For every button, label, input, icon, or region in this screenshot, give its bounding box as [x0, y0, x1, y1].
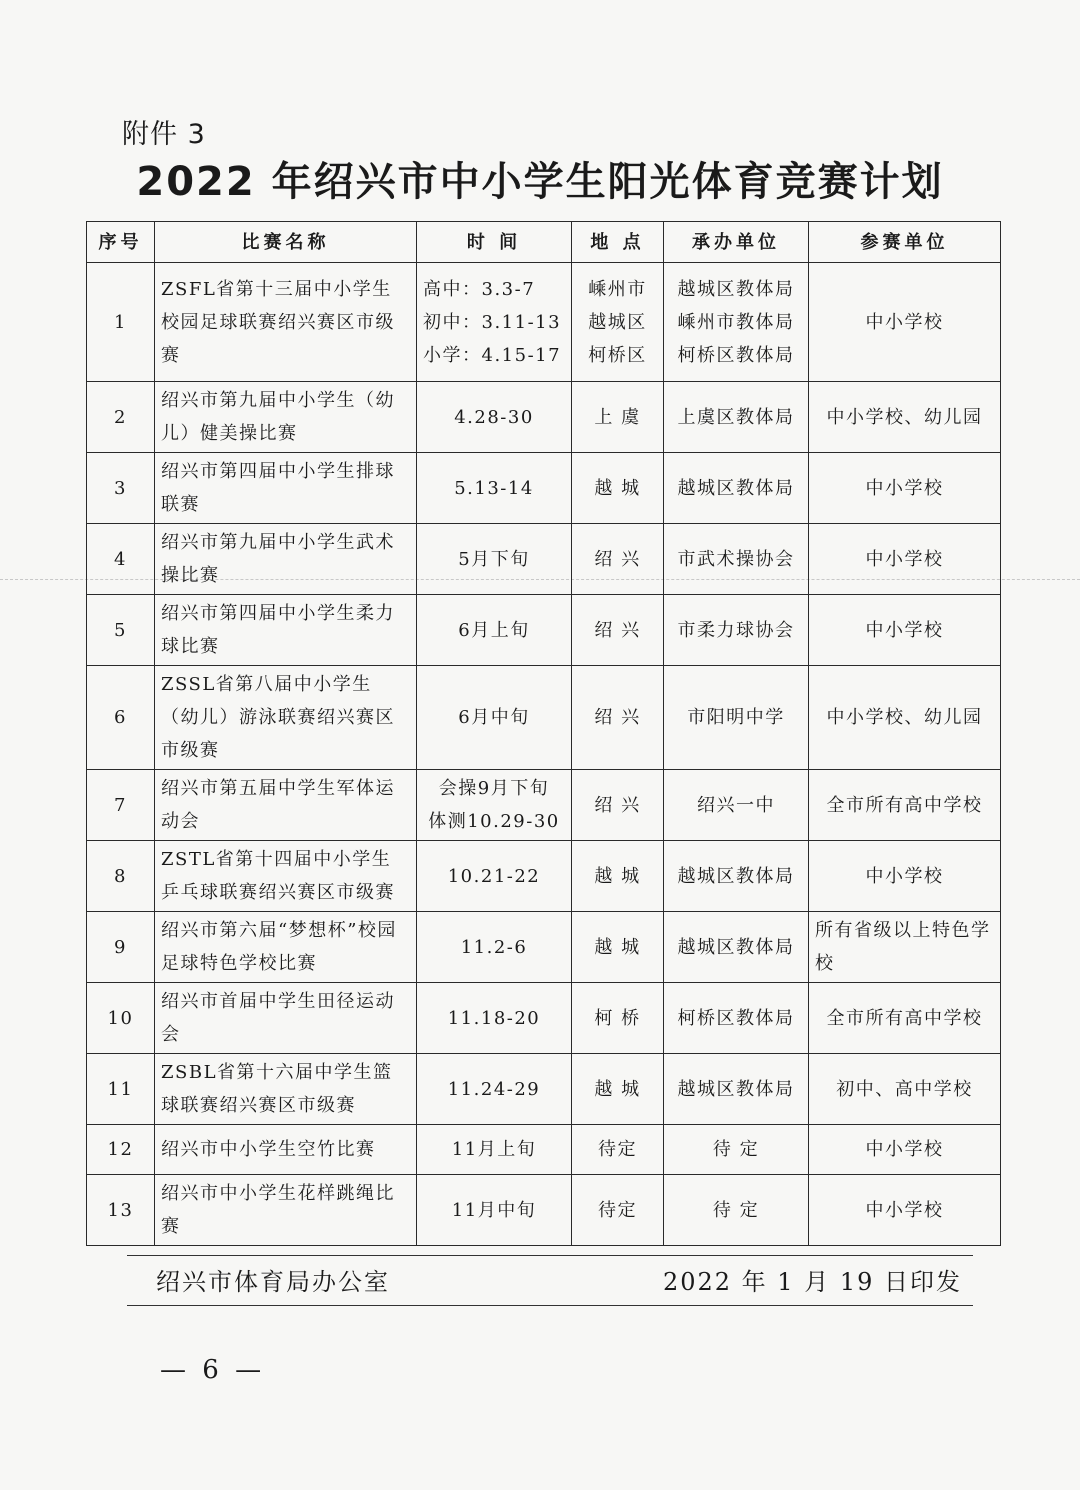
row-participants: 全市所有高中学校	[809, 770, 1001, 841]
row-name: 绍兴市第九届中小学生武术操比赛	[155, 524, 417, 595]
table-row	[87, 263, 1001, 382]
row-name: 绍兴市首届中学生田径运动会	[155, 983, 417, 1054]
table-row	[87, 453, 1001, 524]
row-name: ZSBL省第十六届中学生篮球联赛绍兴赛区市级赛	[155, 1054, 417, 1125]
row-host: 上虞区教体局	[664, 382, 809, 453]
table-row	[87, 524, 1001, 595]
row-name: ZSFL省第十三届中小学生校园足球联赛绍兴赛区市级赛	[155, 263, 417, 382]
header-time: 时 间	[417, 222, 572, 263]
table-row	[87, 1175, 1001, 1246]
row-time: 11.18-20	[417, 983, 572, 1054]
row-host: 市阳明中学	[664, 666, 809, 770]
row-host: 市武术操协会	[664, 524, 809, 595]
row-no: 2	[87, 382, 155, 453]
table-row	[87, 841, 1001, 912]
row-place: 上 虞	[572, 382, 664, 453]
row-place: 待定	[572, 1175, 664, 1246]
row-place: 绍 兴	[572, 770, 664, 841]
table-row	[87, 666, 1001, 770]
row-place: 越 城	[572, 841, 664, 912]
row-participants: 中小学校	[809, 524, 1001, 595]
row-name: 绍兴市中小学生空竹比赛	[155, 1125, 417, 1175]
row-no: 11	[87, 1054, 155, 1125]
row-participants: 中小学校	[809, 453, 1001, 524]
row-no: 8	[87, 841, 155, 912]
row-time: 11.24-29	[417, 1054, 572, 1125]
row-host: 越城区教体局	[664, 841, 809, 912]
row-participants: 中小学校	[809, 1125, 1001, 1175]
row-name: 绍兴市第九届中小学生（幼儿）健美操比赛	[155, 382, 417, 453]
row-no: 10	[87, 983, 155, 1054]
header-participants: 参赛单位	[809, 222, 1001, 263]
row-place: 柯 桥	[572, 983, 664, 1054]
row-place: 待定	[572, 1125, 664, 1175]
row-place: 越 城	[572, 453, 664, 524]
row-host: 绍兴一中	[664, 770, 809, 841]
row-name: ZSSL省第八届中小学生（幼儿）游泳联赛绍兴赛区市级赛	[155, 666, 417, 770]
row-host: 柯桥区教体局	[664, 983, 809, 1054]
row-no: 3	[87, 453, 155, 524]
row-host: 待 定	[664, 1125, 809, 1175]
row-host: 市柔力球协会	[664, 595, 809, 666]
row-name: 绍兴市第四届中小学生柔力球比赛	[155, 595, 417, 666]
header-host: 承办单位	[664, 222, 809, 263]
row-time: 6月上旬	[417, 595, 572, 666]
row-time: 11.2-6	[417, 912, 572, 983]
issue-date: 2022 年 1 月 19 日印发	[662, 1268, 962, 1296]
row-host: 越城区教体局	[664, 453, 809, 524]
row-place: 绍 兴	[572, 524, 664, 595]
table-row	[87, 912, 1001, 983]
row-time: 6月中旬	[417, 666, 572, 770]
row-participants: 中小学校、幼儿园	[809, 382, 1001, 453]
row-host: 待 定	[664, 1175, 809, 1246]
table-row	[87, 382, 1001, 453]
row-participants: 所有省级以上特色学校	[809, 912, 1001, 983]
row-place: 嵊州市 越城区 柯桥区	[572, 263, 664, 382]
table-row	[87, 983, 1001, 1054]
row-host: 越城区教体局	[664, 912, 809, 983]
row-place: 越 城	[572, 912, 664, 983]
row-time: 4.28-30	[417, 382, 572, 453]
row-time: 11月中旬	[417, 1175, 572, 1246]
row-no: 13	[87, 1175, 155, 1246]
row-no: 7	[87, 770, 155, 841]
row-no: 9	[87, 912, 155, 983]
table-header-row	[87, 222, 1001, 263]
row-no: 5	[87, 595, 155, 666]
row-time: 高中：3.3-7 初中：3.11-13 小学：4.15-17	[417, 263, 572, 382]
row-name: 绍兴市第五届中学生军体运动会	[155, 770, 417, 841]
row-time: 5月下旬	[417, 524, 572, 595]
header-no: 序号	[87, 222, 155, 263]
footer-divider-bottom	[127, 1305, 973, 1306]
row-time: 会操9月下旬 体测10.29-30	[417, 770, 572, 841]
issuer: 绍兴市体育局办公室	[156, 1268, 390, 1296]
row-no: 6	[87, 666, 155, 770]
row-place: 绍 兴	[572, 595, 664, 666]
table-row	[87, 770, 1001, 841]
page-title: 2022 年绍兴市中小学生阳光体育竞赛计划	[136, 159, 944, 205]
row-time: 10.21-22	[417, 841, 572, 912]
row-time: 5.13-14	[417, 453, 572, 524]
header-place: 地 点	[572, 222, 664, 263]
header-name: 比赛名称	[155, 222, 417, 263]
row-host: 越城区教体局	[664, 1054, 809, 1125]
row-name: ZSTL省第十四届中小学生乒乓球联赛绍兴赛区市级赛	[155, 841, 417, 912]
row-participants: 全市所有高中学校	[809, 983, 1001, 1054]
row-no: 12	[87, 1125, 155, 1175]
competition-plan-table	[86, 221, 1001, 1246]
row-no: 1	[87, 263, 155, 382]
row-place: 绍 兴	[572, 666, 664, 770]
row-participants: 中小学校	[809, 263, 1001, 382]
row-participants: 初中、高中学校	[809, 1054, 1001, 1125]
footer-divider-top	[127, 1255, 973, 1256]
row-participants: 中小学校	[809, 1175, 1001, 1246]
row-time: 11月上旬	[417, 1125, 572, 1175]
table-row	[87, 595, 1001, 666]
table-row	[87, 1054, 1001, 1125]
row-place: 越 城	[572, 1054, 664, 1125]
page-number: — 6 —	[160, 1355, 266, 1385]
row-participants: 中小学校	[809, 595, 1001, 666]
row-host: 越城区教体局 嵊州市教体局 柯桥区教体局	[664, 263, 809, 382]
attachment-label: 附件 3	[122, 119, 206, 150]
row-name: 绍兴市中小学生花样跳绳比赛	[155, 1175, 417, 1246]
row-participants: 中小学校	[809, 841, 1001, 912]
row-name: 绍兴市第四届中小学生排球联赛	[155, 453, 417, 524]
table-row	[87, 1125, 1001, 1175]
row-participants: 中小学校、幼儿园	[809, 666, 1001, 770]
row-name: 绍兴市第六届“梦想杯”校园足球特色学校比赛	[155, 912, 417, 983]
row-no: 4	[87, 524, 155, 595]
